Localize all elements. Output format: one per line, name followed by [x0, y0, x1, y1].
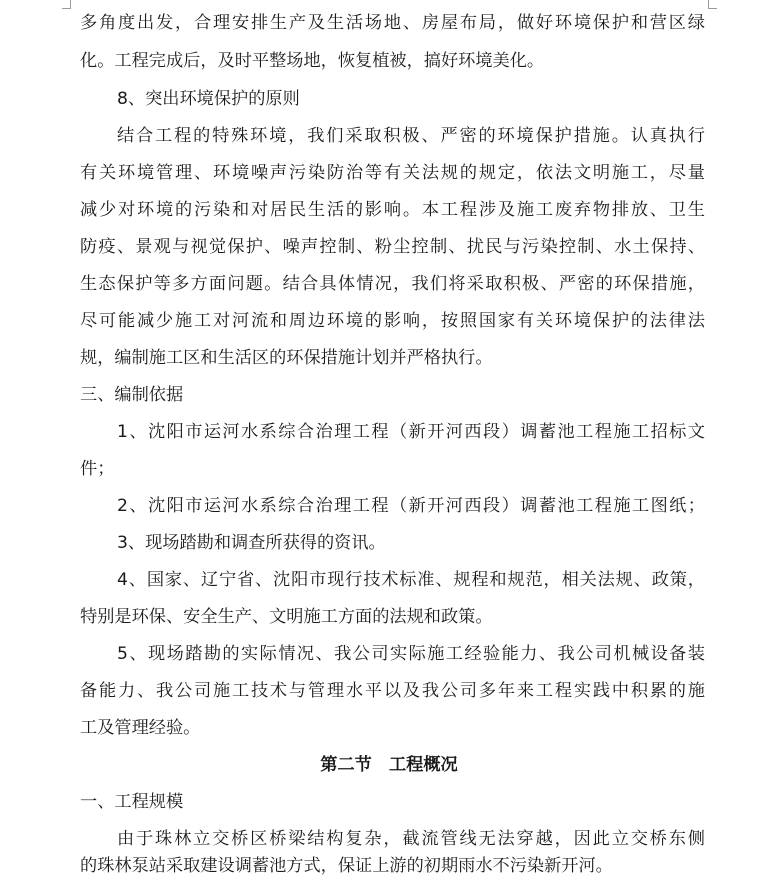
paragraph-line: 有关环境管理、环境噪声污染防治等有关法规的规定，依法文明施工，尽量	[80, 163, 705, 183]
paragraph-line: 尽可能减少施工对河流和周边环境的影响，按照国家有关环境保护的法律法	[80, 311, 705, 331]
list-item-line: 件；	[80, 459, 115, 479]
paragraph-line: 生态保护等多方面问题。结合具体情况，我们将采取积极、严密的环保措施，	[80, 274, 705, 294]
paragraph-line: 化。工程完成后，及时平整场地，恢复植被，搞好环境美化。	[80, 51, 545, 71]
paragraph-line: 的珠林泵站采取建设调蓄池方式，保证上游的初期雨水不污染新开河。	[80, 856, 613, 876]
paragraph-line: 规，编制施工区和生活区的环保措施计划并严格执行。	[80, 348, 493, 368]
list-item-line: 2、沈阳市运河水系综合治理工程（新开河西段）调蓄池工程施工图纸；	[117, 496, 705, 516]
paragraph-line: 防疫、景观与视觉保护、噪声控制、粉尘控制、扰民与污染控制、水土保持、	[80, 237, 705, 257]
list-item-line: 1、沈阳市运河水系综合治理工程（新开河西段）调蓄池工程施工招标文	[117, 422, 705, 442]
page-corner-mark-top-left	[62, 0, 71, 9]
paragraph-line: 结合工程的特殊环境，我们采取积极、严密的环境保护措施。认真执行	[117, 126, 705, 146]
page-corner-mark-top-right	[708, 0, 717, 9]
list-item-line: 3、现场踏勘和调查所获得的资讯。	[117, 533, 386, 553]
list-item-line: 5、现场踏勘的实际情况、我公司实际施工经验能力、我公司机械设备装	[117, 644, 705, 664]
list-item-line: 工及管理经验。	[80, 718, 201, 738]
section-heading: 8、突出环境保护的原则	[117, 89, 300, 109]
section-heading: 一、工程规模	[80, 792, 184, 812]
paragraph-line: 由于珠林立交桥区桥梁结构复杂，截流管线无法穿越，因此立交桥东侧	[117, 829, 705, 849]
chapter-section-title: 第二节 工程概况	[320, 755, 458, 775]
paragraph-line: 减少对环境的污染和对居民生活的影响。本工程涉及施工废弃物排放、卫生	[80, 200, 705, 220]
list-item-line: 备能力、我公司施工技术与管理水平以及我公司多年来工程实践中积累的施	[80, 681, 705, 701]
list-item-line: 4、国家、辽宁省、沈阳市现行技术标准、规程和规范，相关法规、政策，	[117, 570, 705, 590]
paragraph-line: 多角度出发，合理安排生产及生活场地、房屋布局，做好环境保护和营区绿	[80, 13, 705, 33]
list-item-line: 特别是环保、安全生产、文明施工方面的法规和政策。	[80, 607, 493, 627]
section-heading: 三、编制依据	[80, 385, 184, 405]
